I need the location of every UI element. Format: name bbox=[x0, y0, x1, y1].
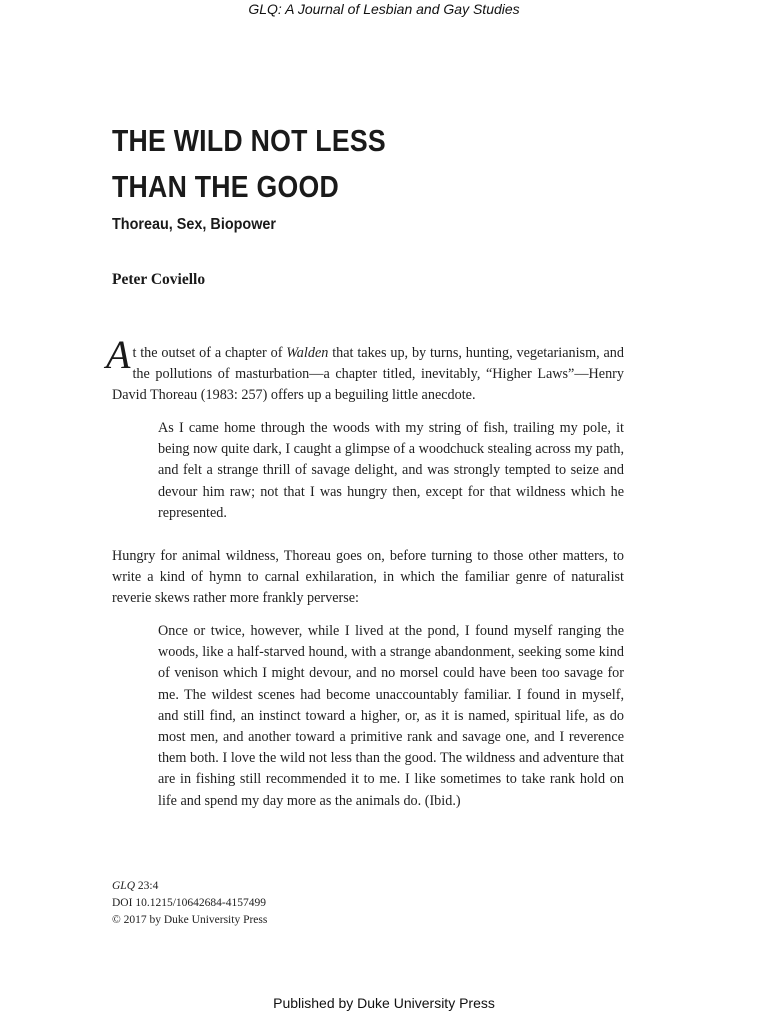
author-name: Peter Coviello bbox=[112, 271, 206, 288]
p1-text-after: that takes up, by turns, hunting, vegetarianism, and the pollutions of masturbation—a chapter titled, inevitably, “Higher Laws”—Henry David Thoreau (1983: 257) offers up a beguiling little anecdote. bbox=[112, 345, 624, 404]
block-quote-2: Once or twice, however, while I lived at the pond, I found myself ranging the woods, like a half-starved hound, with a strange abandonment, seeking some kind of venison which I might devour, and no morsel could have been too savage for me. The wildest scenes had become unaccountably familiar. I found in myself, and still find, an instinct toward a higher, or, as it is named, spiritual life, as do most men, and another toward a primitive rank and savage one, and I reverence them both. I love the wild not less than the good. The wildness and adventure that are in fishing still recommended it to me. I like sometimes to take rank hold on life and spend my day more as the animals do. (Ibid.) bbox=[158, 623, 624, 809]
title-line-1: THE WILD NOT LESS bbox=[112, 123, 386, 158]
article-title bbox=[112, 118, 386, 210]
opening-paragraph bbox=[106, 332, 624, 407]
block-quote-1: As I came home through the woods with my string of fish, trailing my pole, it being now quite dark, I caught a glimpse of a woodchuck stealing across my path, and felt a strange thrill of savage delight, and was strongly tempted to seize and devour him raw; not that I was hungry then, except for that wildness which he represented. bbox=[158, 420, 624, 521]
drop-cap: A bbox=[106, 332, 131, 377]
article-subtitle: Thoreau, Sex, Biopower bbox=[112, 216, 277, 233]
walden-title: Walden bbox=[286, 345, 329, 361]
second-paragraph: Hungry for animal wildness, Thoreau goes on, before turning to those other matters, to write a kind of hymn to carnal exhilaration, in which the familiar genre of naturalist reverie skews rather more frankly perverse: bbox=[112, 548, 624, 607]
journal-header: GLQ: A Journal of Lesbian and Gay Studies bbox=[248, 1, 520, 17]
journal-abbr: GLQ bbox=[112, 880, 136, 892]
copyright: © 2017 by Duke University Press bbox=[112, 914, 268, 926]
publication-meta bbox=[112, 878, 267, 929]
publisher-footer: Published by Duke University Press bbox=[273, 995, 495, 1011]
issue-number: 23:4 bbox=[135, 880, 159, 892]
doi: DOI 10.1215/10642684-4157499 bbox=[112, 897, 266, 909]
title-line-2: THAN THE GOOD bbox=[112, 169, 339, 204]
p1-text-before: t the outset of a chapter of bbox=[132, 345, 287, 361]
journal-issue bbox=[112, 878, 267, 895]
